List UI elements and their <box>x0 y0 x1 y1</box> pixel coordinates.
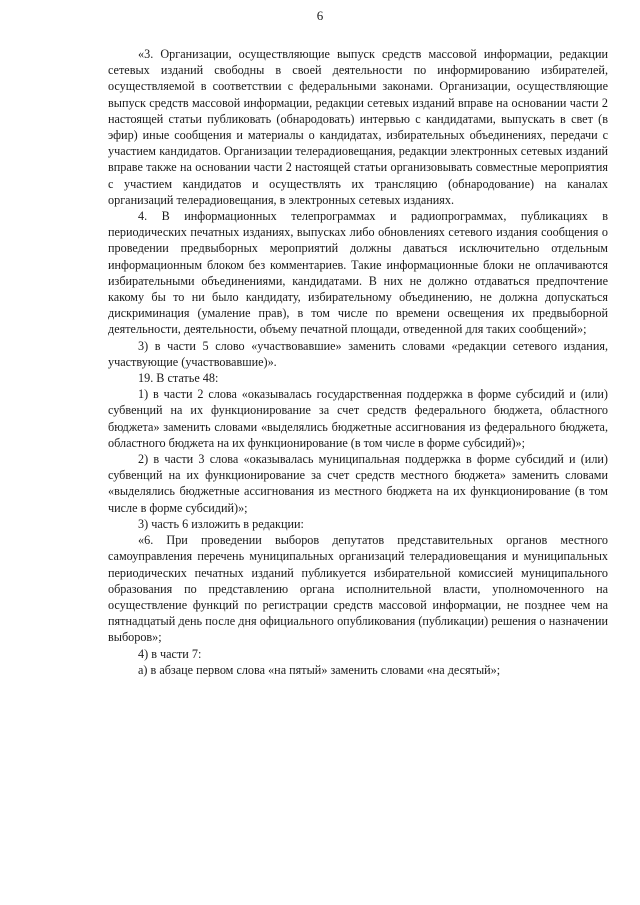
paragraph-item-4: 4. В информационных телепрограммах и радиопрограммах, публикациях в периодических печатных изданиях, выпусках либо обновлениях сетевого издания сообщения о проведении предвыборных мероприятий должны даваться исключительно отдельным информационным блоком без комментариев. Такие информационные блоки не оплачиваются избирательными объединениями, кандидатами. В них не должно отдаваться предпочтение какому бы то ни было кандидату, избирательному объединению, не должна допускаться дискриминация (умаление прав), в том числе по времени освещения их предвыборной деятельности, деятельности, объему печатной площади, отведенной для таких сообщений»; <box>108 209 608 337</box>
paragraph-subitem-1: 1) в части 2 слова «оказывалась государственная поддержка в форме субсидий и (или) субвенций на их функционирование за счет средств федерального бюджета, областного бюджета» заменить словами «выделялись бюджетные ассигнования из федерального бюджета, областного бюджета на их функционирование (в том числе в форме субсидий)»; <box>108 387 608 450</box>
paragraph-subitem-2: 2) в части 3 слова «оказывалась муниципальная поддержка в форме субсидий и (или) субвенций на их функционирование за счет средств местного бюджета» заменить словами «выделялись бюджетные ассигнования из местного бюджета на их функционирование (в том числе в форме субсидий)»; <box>108 452 608 515</box>
paragraph-item-6: «6. При проведении выборов депутатов представительных органов местного самоуправления перечень муниципальных организаций телерадиовещания и муниципальных периодических печатных изданий публикуется избирательной комиссией муниципального образования по представлению органа исполнительной власти, уполномоченного на осуществление функций по регистрации средств массовой информации, не позднее чем на пятнадцатый день после дня официального опубликования (публикации) решения о назначении выборов»; <box>108 533 608 645</box>
paragraph-subitem-3-part6: 3) часть 6 изложить в редакции: <box>138 516 304 531</box>
paragraph-point-19: 19. В статье 48: <box>138 371 219 386</box>
paragraph-subitem-a: а) в абзаце первом слова «на пятый» заменить словами «на десятый»; <box>138 662 501 677</box>
page-number: 6 <box>316 8 324 23</box>
paragraph-item-3: «3. Организации, осуществляющие выпуск средств массовой информации, редакции сетевых изданий свободны в своей деятельности по информированию избирателей, осуществляемой в соответствии с федеральными законами. Организации, осуществляющие выпуск средств массовой информации, редакции сетевых изданий вправе на основании части 2 настоящей статьи публиковать (обнародовать) интервью с кандидатами, выпускать в свет (в эфир) иные сообщения и материалы о кандидатах, избирательных объединениях, передачи с участием кандидатов. Организации телерадиовещания, редакции электронных сетевых изданий вправе также на основании части 2 настоящей статьи организовывать совместные мероприятия с участием кандидатов и осуществлять их трансляцию (обнародование) на каналах организаций телерадиовещания, в электронных сетевых изданиях. <box>108 47 608 207</box>
paragraph-subitem-4: 4) в части 7: <box>138 646 202 661</box>
paragraph-subitem-3: 3) в части 5 слово «участвовавшие» заменить словами «редакции сетевого издания, участвующие (участвовавшие)». <box>108 338 608 369</box>
document-body <box>108 46 608 678</box>
